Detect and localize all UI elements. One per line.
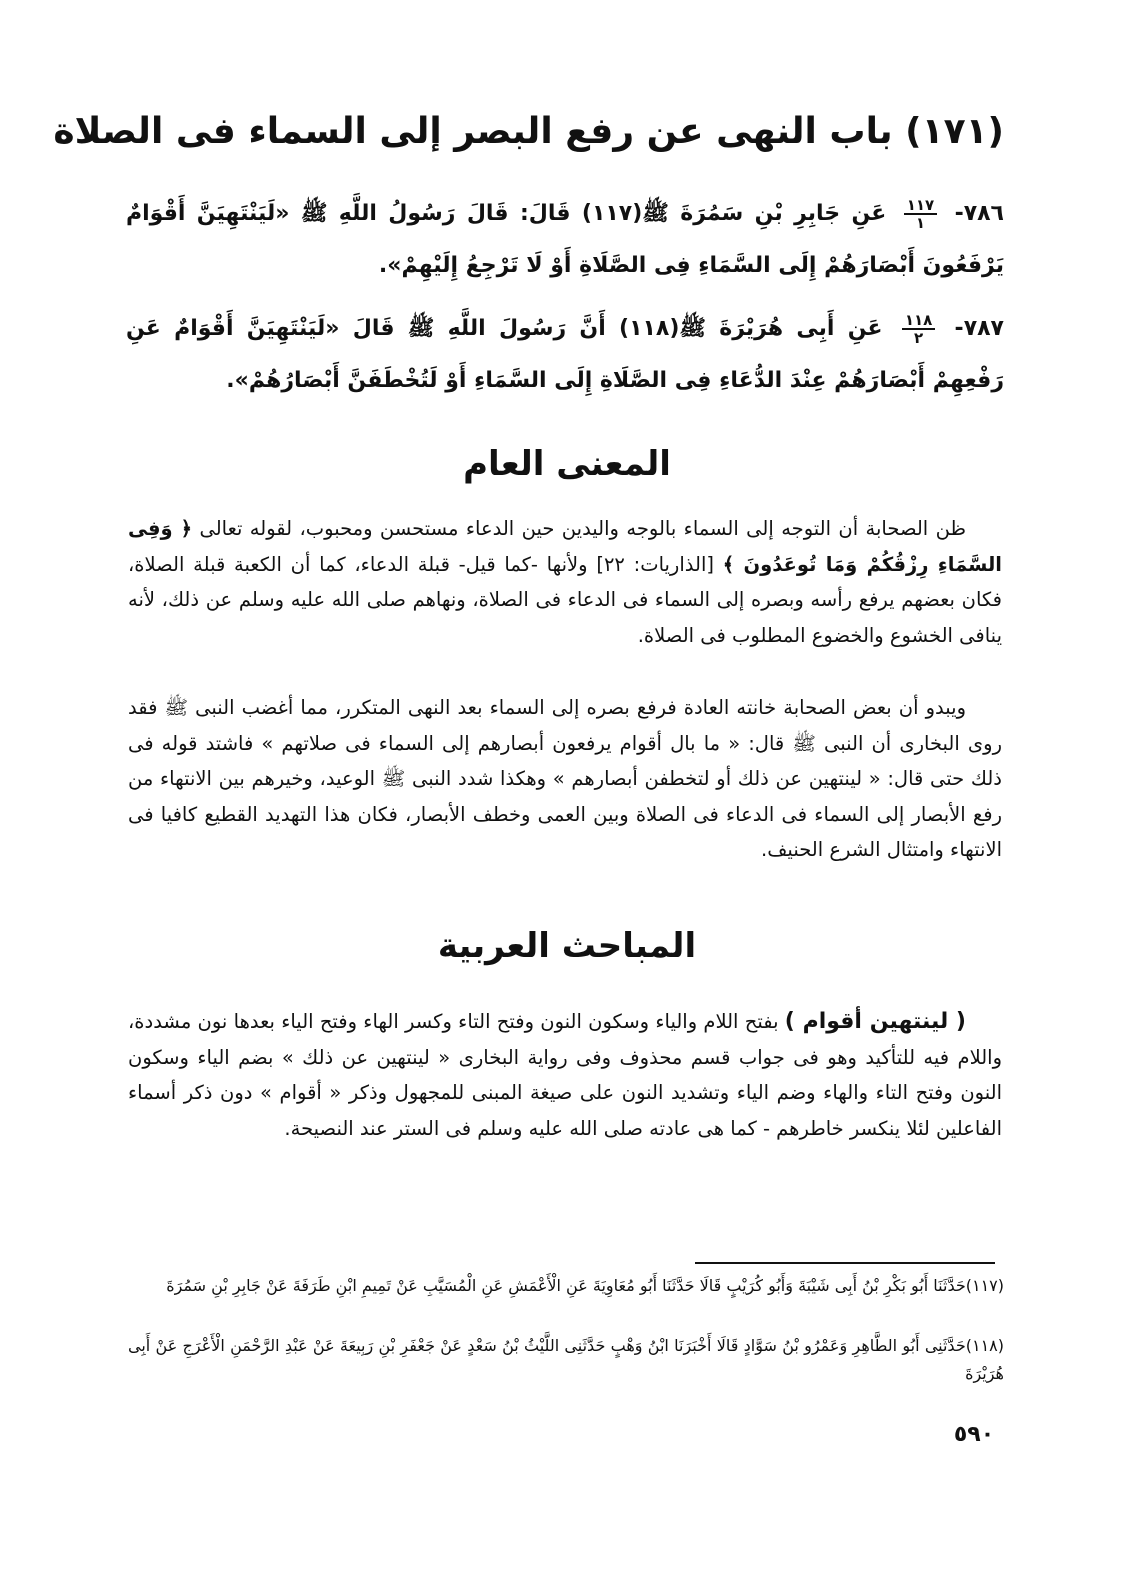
hadith-number: ٧٨٧- (954, 316, 1004, 341)
topic-lead: ( لينتهين أقوام ) (784, 1009, 966, 1034)
hadith-number: ٧٨٦- (954, 201, 1004, 226)
hadith-786 (126, 188, 1004, 292)
footnote-divider (695, 1262, 995, 1264)
hadith-reference-fraction (902, 312, 935, 346)
footnote-117: (١١٧)حَدَّثَنَا أَبُو بَكْرِ بْنُ أَبِى شَيْبَةَ وَأَبُو كُرَيْبٍ قَالَا حَدَّثَنَا أَبُو مُعَاوِيَةَ عَنِ الْأَعْمَشِ عَنِ الْمُسَيَّبِ عَنْ تَمِيمِ ابْنِ طَرَفَةَ عَنْ جَابِرِ بْنِ سَمُرَةَ (166, 1276, 1004, 1295)
arabic-topics-paragraph (128, 1004, 1002, 1146)
paragraph-text: [الذاريات: ٢٢] ولأنها -كما قيل- قبلة الدعاء، كما أن الكعبة قبلة الصلاة، فكان بعضهم يرفع رأسه وبصره إلى السماء فى الدعاء فى الصلاة، ونهاهم صلى الله عليه وسلم عن ذلك، لأنه ينافى الخشوع والخضوع المطلوب فى الصلاة. (128, 552, 1002, 647)
fraction-numerator: ١١٧ (904, 197, 937, 215)
paragraph-text: بفتح اللام والياء وسكون النون وفتح التاء وكسر الهاء وفتح الياء بعدها نون مشددة، واللام فيه للتأكيد وهو فى جواب قسم محذوف وفى رواية البخارى « لينتهين عن ذلك » بضم الياء وسكون النون وفتح التاء والهاء وضم الياء وتشديد النون على صيغة المبنى للمجهول وذكر « أقوام » دون ذكر أسماء الفاعلين لئلا ينكسر خاطرهم - كما هى عادته صلى الله عليه وسلم فى الستر عند النصيحة. (128, 1010, 1002, 1140)
hadith-text: عَنِ جَابِرِ بْنِ سَمُرَةَ ﷺ(١١٧) قَالَ: قَالَ رَسُولُ اللَّهِ ﷺ «لَيَنْتَهِيَنَّ أَقْوَامٌ يَرْفَعُونَ أَبْصَارَهُمْ إِلَى السَّمَاءِ فِى الصَّلَاةِ أَوْ لَا تَرْجِعُ إِلَيْهِمْ». (126, 201, 1004, 278)
general-meaning-paragraph-1 (128, 511, 1002, 653)
fraction-numerator: ١١٨ (902, 312, 935, 330)
hadith-787 (126, 303, 1004, 407)
fraction-denominator: ١ (915, 214, 926, 232)
hadith-text: عَنِ أَبِى هُرَيْرَةَ ﷺ(١١٨) أَنَّ رَسُولَ اللَّهِ ﷺ قَالَ «لَيَنْتَهِيَنَّ أَقْوَامٌ عَنِ رَفْعِهِمْ أَبْصَارَهُمْ عِنْدَ الدُّعَاءِ فِى الصَّلَاةِ إِلَى السَّمَاءِ أَوْ لَتُخْطَفَنَّ أَبْصَارُهُمْ». (126, 316, 1004, 393)
section-title-general-meaning: المعنى العام (463, 444, 671, 484)
general-meaning-paragraph-2: ويبدو أن بعض الصحابة خانته العادة فرفع بصره إلى السماء بعد النهى المتكرر، مما أغضب النبى ﷺ فقد روى البخارى أن النبى ﷺ قال: « ما بال أقوام يرفعون أبصارهم إلى السماء فى صلاتهم » فاشتد قوله فى ذلك حتى قال: « لينتهين عن ذلك أو لتخطفن أبصارهم » وهكذا شدد النبى ﷺ الوعيد، وخيرهم بين الانتهاء من رفع الأبصار إلى السماء فى الدعاء فى الصلاة وبين العمى وخطف الأبصار، فكان هذا التهديد القطيع كافيا فى الانتهاء وامتثال الشرع الحنيف. (128, 696, 1002, 861)
hadith-reference-fraction (904, 197, 937, 231)
paragraph-text: ظن الصحابة أن التوجه إلى السماء بالوجه واليدين حين الدعاء مستحسن ومحبوب، لقوله تعالى (199, 517, 966, 540)
page-number: ٥٩٠ (953, 1422, 995, 1447)
fraction-denominator: ٢ (913, 329, 924, 347)
quran-verse: ﴿ وَفِى السَّمَاءِ رِزْقُكُمْ وَمَا تُوعَدُونَ ﴾ (128, 517, 1002, 576)
chapter-title: (١٧١) باب النهى عن رفع البصر إلى السماء فى الصلاة (53, 111, 1004, 152)
footnote-118: (١١٨)حَدَّثَنِى أَبُو الطَّاهِرِ وَعَمْرُو بْنُ سَوَّادٍ قَالَا أَخْبَرَنَا ابْنُ وَهْبٍ حَدَّثَنِى اللَّيْثُ بْنُ سَعْدٍ عَنْ جَعْفَرِ بْنِ رَبِيعَةَ عَنْ عَبْدِ الرَّحْمَنِ الْأَعْرَجِ عَنْ أَبِى هُرَيْرَةَ (128, 1336, 1004, 1383)
section-title-arabic-topics: المباحث العربية (437, 926, 697, 966)
